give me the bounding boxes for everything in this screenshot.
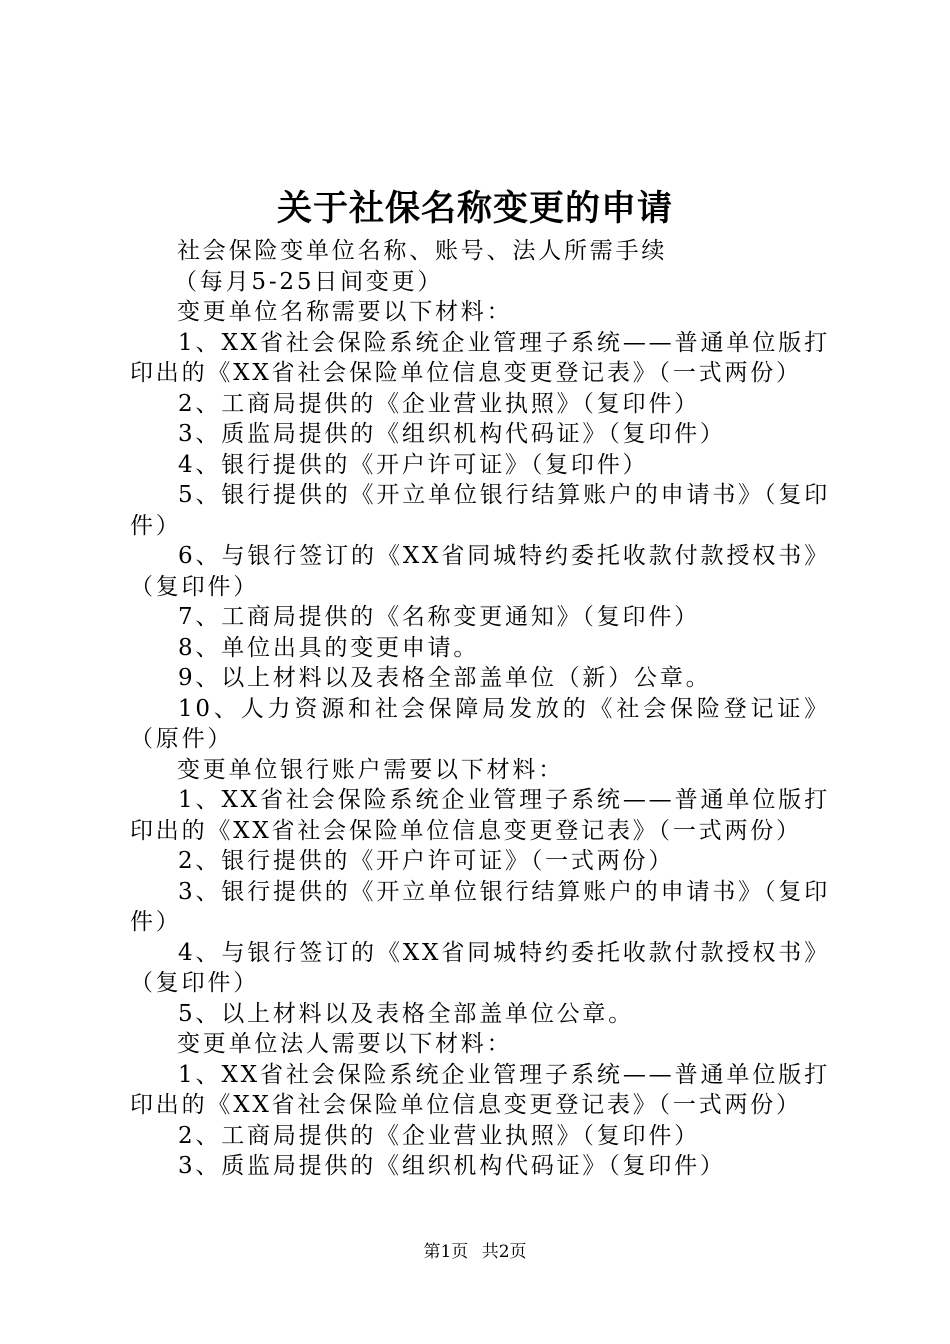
list-item: 1、XX省社会保险系统企业管理子系统——普通单位版打印出的《XX省社会保险单位信息变更登记表》（一式两份） [130,787,830,844]
list-item: 4、银行提供的《开户许可证》（复印件） [178,451,649,478]
list-item: 2、工商局提供的《企业营业执照》（复印件） [178,1122,700,1149]
list-item: 2、工商局提供的《企业营业执照》（复印件） [178,390,700,417]
list-item: 3、银行提供的《开立单位银行结算账户的申请书》（复印件） [130,878,830,935]
list-item: 6、与银行签订的《XX省同城特约委托收款付款授权书》（复印件） [130,543,830,600]
section-heading-legal-person: 变更单位法人需要以下材料： [177,1031,513,1057]
document-body [130,236,830,1182]
list-item: 1、XX省社会保险系统企业管理子系统——普通单位版打印出的《XX省社会保险单位信息变更登记表》（一式两份） [130,329,830,386]
paragraph-intro: 社会保险变单位名称、账号、法人所需手续 [177,238,668,264]
list-item: 3、质监局提供的《组织机构代码证》（复印件） [178,1153,726,1179]
paragraph-period: （每月5-25日间变更） [174,268,444,295]
section-heading-name-change: 变更单位名称需要以下材料： [177,299,513,325]
page-footer [0,1240,950,1264]
list-item: 3、质监局提供的《组织机构代码证》（复印件） [178,421,726,447]
list-item: 5、以上材料以及表格全部盖单位公章。 [178,1000,635,1027]
list-item: 9、以上材料以及表格全部盖单位（新）公章。 [178,665,712,691]
list-item: 5、银行提供的《开立单位银行结算账户的申请书》（复印件） [130,482,830,539]
page-number: 第1页 [423,1242,469,1262]
list-item: 8、单位出具的变更申请。 [178,634,480,661]
list-item: 4、与银行签订的《XX省同城特约委托收款付款授权书》（复印件） [130,939,830,996]
list-item: 2、银行提供的《开户许可证》（一式两份） [178,848,675,874]
list-item: 1、XX省社会保险系统企业管理子系统——普通单位版打印出的《XX省社会保险单位信息变更登记表》（一式两份） [130,1061,830,1118]
section-heading-bank-account: 变更单位银行账户需要以下材料： [177,756,564,783]
page-total: 共2页 [481,1242,527,1262]
list-item: 10、人力资源和社会保障局发放的《社会保险登记证》（原件） [130,695,830,752]
list-item: 7、工商局提供的《名称变更通知》（复印件） [178,604,700,630]
document-title: 关于社保名称变更的申请 [276,188,673,229]
